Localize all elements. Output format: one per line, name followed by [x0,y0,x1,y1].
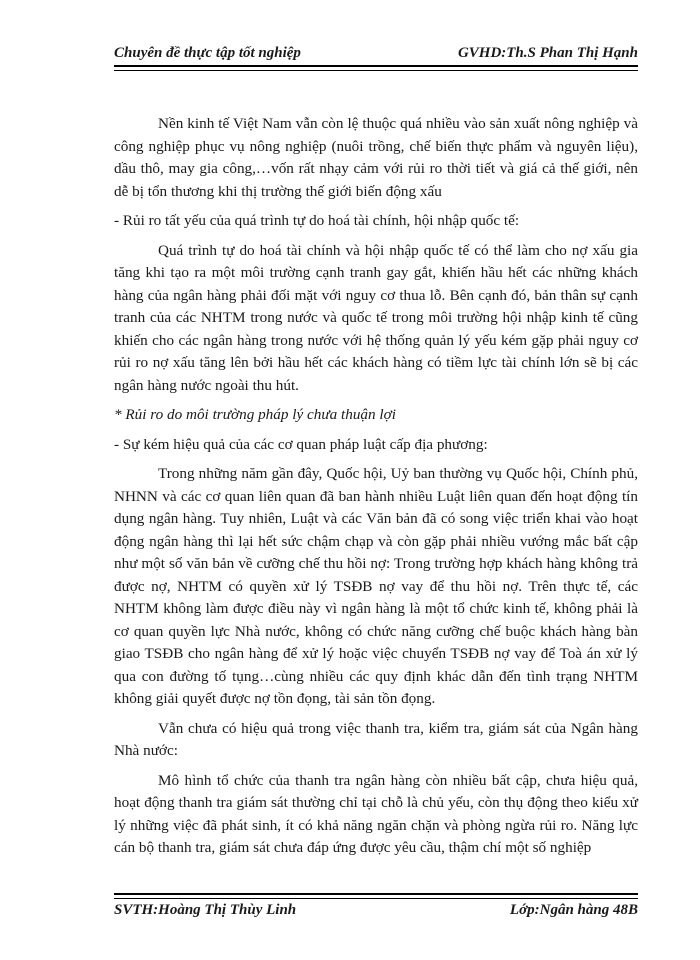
footer-student: SVTH:Hoàng Thị Thùy Linh [114,902,297,918]
bullet-liberalization-risk: - Rủi ro tất yếu của quá trình tự do hoá tài chính, hội nhập quốc tế: [114,212,520,229]
paragraph-legislation: Trong những năm gần đây, Quốc hội, Uỷ ban thường vụ Quốc hội, Chính phủ, NHNN và các cơ quan liên quan đã ban hành nhiều Luật liên quan đến hoạt động tín dụng ngân hàng. Tuy nhiên, Luật và các Văn bản đã có song việc triển khai vào hoạt động ngân hàng thì lại hết sức chậm chạp và còn gặp phải nhiều vướng mắc bất cập như một số văn bản về cưỡng chế thu hồi nợ: Trong trường hợp khách hàng không trả được nợ, NHTM có quyền xử lý TSĐB nợ vay để thu hồi nợ. Trên thực tế, các NHTM không làm được điều này vì ngân hàng là một tổ chức kinh tế, không phải là cơ quan quyền lực Nhà nước, không có chức năng cưỡng chế buộc khách hàng bàn giao TSĐB cho ngân hàng để xử lý hoặc việc chuyển TSĐB nợ vay để Toà án xử lý qua con đường tố tụng…cùng nhiều các quy định khác dẫn đến tình trạng NHTM không giải quyết được nợ tồn đọng, tài sản tồn đọng. [114,465,638,707]
paragraph-inspection-model: Mô hình tổ chức của thanh tra ngân hàng còn nhiều bất cập, chưa hiệu quả, hoạt động thanh tra giám sát thường chỉ tại chỗ là chủ yếu, còn thụ động theo kiểu xử lý những việc đã phát sinh, ít có khả năng ngăn chặn và phòng ngừa rủi ro. Năng lực cán bộ thanh tra, giám sát chưa đáp ứng được yêu cầu, thậm chí một số nghiệp [114,771,638,856]
body-text [114,113,638,867]
header-title: Chuyên đề thực tập tốt nghiệp [114,45,301,61]
page-header [114,38,638,62]
header-rule [114,65,638,71]
footer-rule [114,893,638,899]
paragraph-inspection-heading: Vẫn chưa có hiệu quả trong việc thanh tra, kiểm tra, giám sát của Ngân hàng Nhà nước: [114,719,638,759]
paragraph-economy: Nền kinh tế Việt Nam vẫn còn lệ thuộc quá nhiều vào sản xuất nông nghiệp và công nghiệp phục vụ nông nghiệp (nuôi trồng, chế biến thực phẩm và nguyên liệu), dầu thô, may gia công,…vốn rất nhạy cảm với rủi ro thời tiết và giá cả thế giới, nên dễ bị tổn thương khi thị trường thế giới biến động xấu [114,115,638,200]
bullet-local-law-inefficiency: - Sự kém hiệu quả của các cơ quan pháp luật cấp địa phương: [114,435,488,453]
header-advisor: GVHD:Th.S Phan Thị Hạnh [457,45,638,61]
paragraph-liberalization: Quá trình tự do hoá tài chính và hội nhập quốc tế có thể làm cho nợ xấu gia tăng khi tạo ra một môi trường cạnh tranh gay gắt, khiến hầu hết các những khách hàng của ngân hàng phải đối mặt với nguy cơ thua lỗ. Bên cạnh đó, bản thân sự cạnh tranh của các NHTM trong nước và quốc tế trong môi trường hội nhập kinh tế cũng khiến cho các ngân hàng trong nước với hệ thống quản lý yếu kém gặp phải nguy cơ rủi ro nợ xấu tăng lên bởi hầu hết các khách hàng có tiềm lực tài chính lớn sẽ bị các ngân hàng nước ngoài thu hút. [114,241,638,394]
footer-class: Lớp:Ngân hàng 48B [509,902,638,918]
page-footer [114,902,638,926]
subheading-legal-risk: * Rủi ro do môi trường pháp lý chưa thuận lợi [114,406,396,423]
